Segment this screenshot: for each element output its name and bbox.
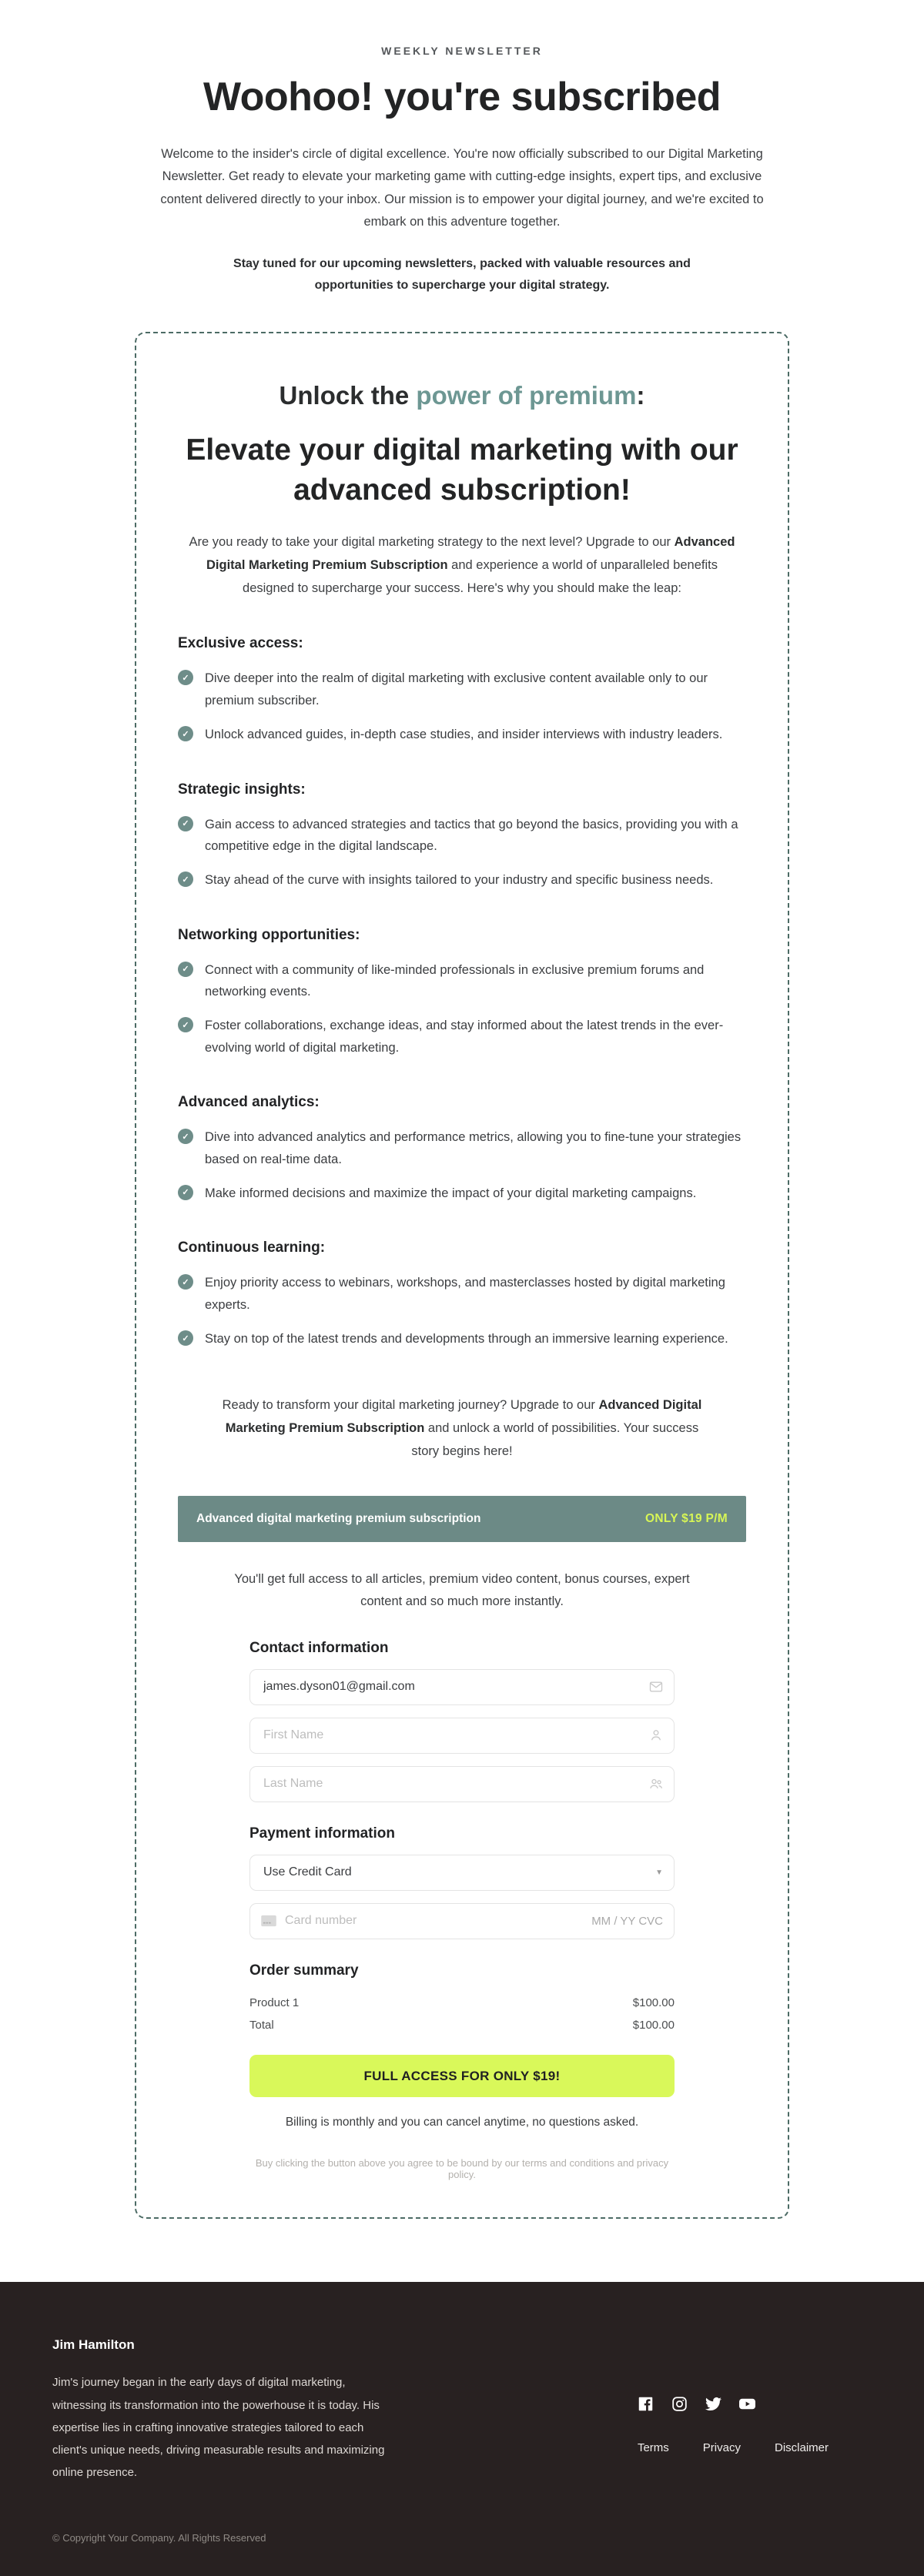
privacy-link[interactable]: Privacy [702,2441,741,2455]
first-name-field[interactable] [249,1718,675,1754]
offer-lead-post: and experience a world of unparalleled benefits designed to supercharge your success. Here's why you should make the leap: [243,558,718,595]
feature-title: Strategic insights: [178,781,306,798]
twitter-icon[interactable] [705,2396,721,2412]
order-row-label: Product 1 [249,1996,300,2009]
bullet-text: Enjoy priority access to webinars, workshops, and masterclasses hosted by digital marketing experts. [205,1276,725,1312]
last-name-field[interactable] [249,1766,675,1802]
offer-heading-accent: power of premium [416,381,637,410]
check-icon: ✓ [178,1330,193,1346]
bullet-text: Stay ahead of the curve with insights tailored to your industry and specific business needs. [205,873,714,888]
order-row-label: Total [249,2019,274,2032]
first-name-field-wrap [249,1718,675,1754]
offer-heading-suffix: : [636,381,645,410]
feature-bullet [178,1126,746,1170]
footer-author-block [52,2337,400,2484]
terms-link[interactable]: Terms [637,2441,669,2455]
envelope-icon [648,1679,664,1694]
bullet-text: Unlock advanced guides, in-depth case studies, and insider interviews with industry leaders. [205,728,723,742]
payment-method-value: Use Credit Card [263,1865,352,1879]
order-summary-heading: Order summary [249,1962,359,1979]
feature-bullet [178,724,746,745]
offer-lead [181,531,743,600]
payment-information-heading: Payment information [249,1825,395,1842]
check-icon: ✓ [178,962,193,977]
check-icon: ✓ [178,816,193,831]
last-name-field-wrap [249,1766,675,1802]
order-row-total [249,2014,675,2036]
check-icon: ✓ [178,871,193,887]
bullet-text: Foster collaborations, exchange ideas, and stay informed about the latest trends in the ever-evolving world of digital marketing. [205,1019,724,1055]
bullet-text: Dive into advanced analytics and performance metrics, allowing you to fine-tune your strategies based on real-time data. [205,1130,742,1166]
offer-lead-bold: Advanced Digital Marketing Premium Subscription [206,535,735,573]
feature-bullet [178,1328,746,1350]
feature-continuous-learning [178,1239,746,1350]
contact-information-heading: Contact information [249,1639,389,1656]
credit-card-icon [260,1915,277,1927]
card-number-field[interactable] [249,1903,675,1939]
billing-note: Billing is monthly and you can cancel anytime, no questions asked. [285,2116,639,2129]
footer-links-block [638,2337,829,2484]
check-icon: ✓ [178,1274,193,1290]
offer-lead-pre: Are you ready to take your digital marketing strategy to the next level? Upgrade to our [189,535,675,550]
check-icon: ✓ [178,670,193,685]
check-icon: ✓ [178,726,193,741]
email-field[interactable] [249,1669,675,1705]
feature-bullet [178,869,746,891]
intro-bold-paragraph: Stay tuned for our upcoming newsletters, packed with valuable resources and opportunities to supercharge your digital strategy. [233,257,691,293]
author-name: Jim Hamilton [52,2337,135,2353]
footer-inner [0,2337,924,2484]
access-note: You'll get full access to all articles, premium video content, bonus courses, expert content and so much more instantly. [234,1571,690,1609]
newsletter-eyebrow: WEEKLY NEWSLETTER [381,45,543,57]
feature-bullet [178,959,746,1003]
offer-subheading: Elevate your digital marketing with our advanced subscription! [186,433,738,507]
price-bar [178,1496,746,1542]
social-icons [638,2396,829,2412]
cta-pre: Ready to transform your digital marketing journey? Upgrade to our [222,1398,599,1413]
offer-heading [178,381,746,410]
facebook-icon[interactable] [638,2396,654,2412]
full-access-button[interactable]: FULL ACCESS FOR ONLY $19! [249,2055,675,2097]
bullet-text: Dive deeper into the realm of digital marketing with exclusive content available only to our premium subscriber. [205,671,708,708]
feature-advanced-analytics [178,1094,746,1204]
price-bar-label: Advanced digital marketing premium subscription [196,1511,481,1525]
email-field-wrap [249,1669,675,1705]
feature-strategic-insights [178,781,746,892]
feature-title: Continuous learning: [178,1239,326,1256]
users-icon [648,1776,664,1791]
order-row-product [249,1992,675,2014]
card-number-placeholder: Card number [285,1914,357,1928]
footer-nav-links [638,2441,829,2454]
page-title: Woohoo! you're subscribed [203,75,721,119]
order-row-value: $100.00 [632,1996,675,2009]
feature-bullet [178,814,746,858]
feature-title: Advanced analytics: [178,1094,320,1111]
feature-bullet [178,1015,746,1059]
legal-note: Buy clicking the button above you agree to be bound by our terms and conditions and privacy policy. [255,2157,669,2181]
feature-title: Exclusive access: [178,635,303,652]
person-icon [648,1728,664,1743]
author-bio: Jim's journey began in the early days of digital marketing, witnessing its transformation into the powerhouse it is today. His expertise lies in crafting innovative strategies tailored to each client's unique needs, driving measurable results and maximizing online presence. [52,2376,385,2480]
disclaimer-link[interactable]: Disclaimer [774,2441,829,2455]
order-summary-rows [249,1992,675,2037]
feature-networking-opportunities [178,927,746,1059]
footer [0,2282,924,2575]
cta-bold: Advanced Digital Marketing Premium Subscription [225,1398,702,1436]
bullet-text: Stay on top of the latest trends and developments through an immersive learning experience. [205,1332,728,1347]
premium-offer-box [135,332,789,2219]
card-expiry-cvc-hint: MM / YY CVC [591,1914,663,1928]
check-icon: ✓ [178,1129,193,1144]
price-bar-price: ONLY $19 P/M [645,1511,728,1525]
feature-title: Networking opportunities: [178,926,360,943]
checkout-form [249,1640,675,2181]
payment-method-select[interactable] [249,1855,675,1891]
bullet-text: Connect with a community of like-minded professionals in exclusive premium forums and networking events. [205,962,705,999]
youtube-icon[interactable] [739,2396,755,2412]
bullet-text: Gain access to advanced strategies and tactics that go beyond the basics, providing you with a competitive edge in the digital landscape. [205,817,738,853]
cta-post: and unlock a world of possibilities. Your success story begins here! [411,1421,699,1458]
check-icon: ✓ [178,1185,193,1200]
feature-bullet [178,1183,746,1204]
chevron-down-icon: ▼ [655,1868,663,1877]
check-icon: ✓ [178,1017,193,1032]
order-row-value: $100.00 [632,2019,675,2032]
hero-section [0,0,924,296]
feature-exclusive-access [178,635,746,745]
instagram-icon[interactable] [671,2396,688,2412]
intro-paragraph: Welcome to the insider's circle of digital excellence. You're now officially subscribed to our Digital Marketing Newsletter. Get ready to elevate your marketing game with cutting-edge insights, expert tips, and exclusive content delivered directly to your inbox. Our mission is to empower your digital journey, and we're excited to embark on this adventure together. [160,147,764,229]
offer-heading-prefix: Unlock the [279,381,417,410]
bullet-text: Make informed decisions and maximize the impact of your digital marketing campaigns. [205,1186,697,1200]
feature-bullet [178,667,746,711]
cta-paragraph [216,1394,708,1463]
copyright-text: © Copyright Your Company. All Rights Reserved [52,2531,266,2544]
feature-bullet [178,1272,746,1316]
